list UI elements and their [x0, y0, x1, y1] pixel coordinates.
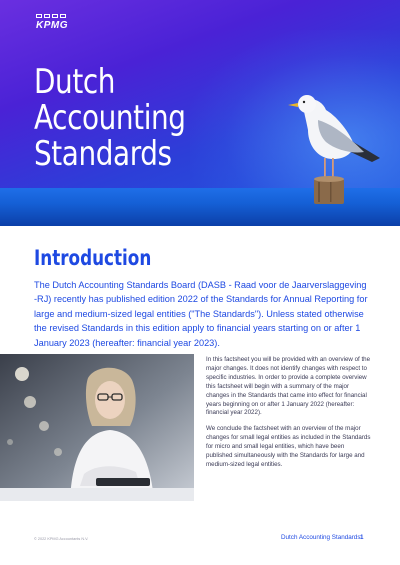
body-paragraph-1: In this factsheet you will be provided with an overview of the major changes. It does not identify changes with respect to specific industries. In order to provide a complete overview this factsheet will begin with a summary of the major changes in the Standards that came into effect for financial years beginning on or after 1 January 2022 (hereafter: financial year 2022). — [206, 356, 371, 417]
woman-with-tablet-photo — [0, 354, 194, 501]
body-text-column — [206, 356, 372, 477]
footer-doc-title: Dutch Accounting Standards — [281, 534, 361, 541]
seagull-on-post-image — [280, 82, 390, 204]
cover-title: Dutch Accounting Standards — [34, 62, 186, 174]
footer-page-number: 1 — [360, 534, 364, 541]
kpmg-logo: KPMG — [36, 20, 68, 31]
intro-heading: Introduction — [34, 246, 152, 270]
footer-copyright: © 2022 KPMG Accountants N.V. — [34, 537, 89, 541]
cover-hero — [0, 0, 400, 226]
intro-paragraph: The Dutch Accounting Standards Board (DASB - Raad voor de Jaarverslaggeving -RJ) recently has published edition 2022 of the Standards for Annual Reporting for large and medium-sized legal entities ("The Standards"). Unless stated otherwise the revised Standards in this edition apply to financial years starting on or after 1 January 2023 (hereafter: financial year 2023). — [34, 280, 368, 348]
body-paragraph-2: We conclude the factsheet with an overview of the major changes for small legal entities as included in the Standards for micro and small legal entities, which have been published simultaneously with the Standards for large and medium-sized legal entities. — [206, 425, 371, 468]
kpmg-logo-boxes — [36, 14, 66, 18]
